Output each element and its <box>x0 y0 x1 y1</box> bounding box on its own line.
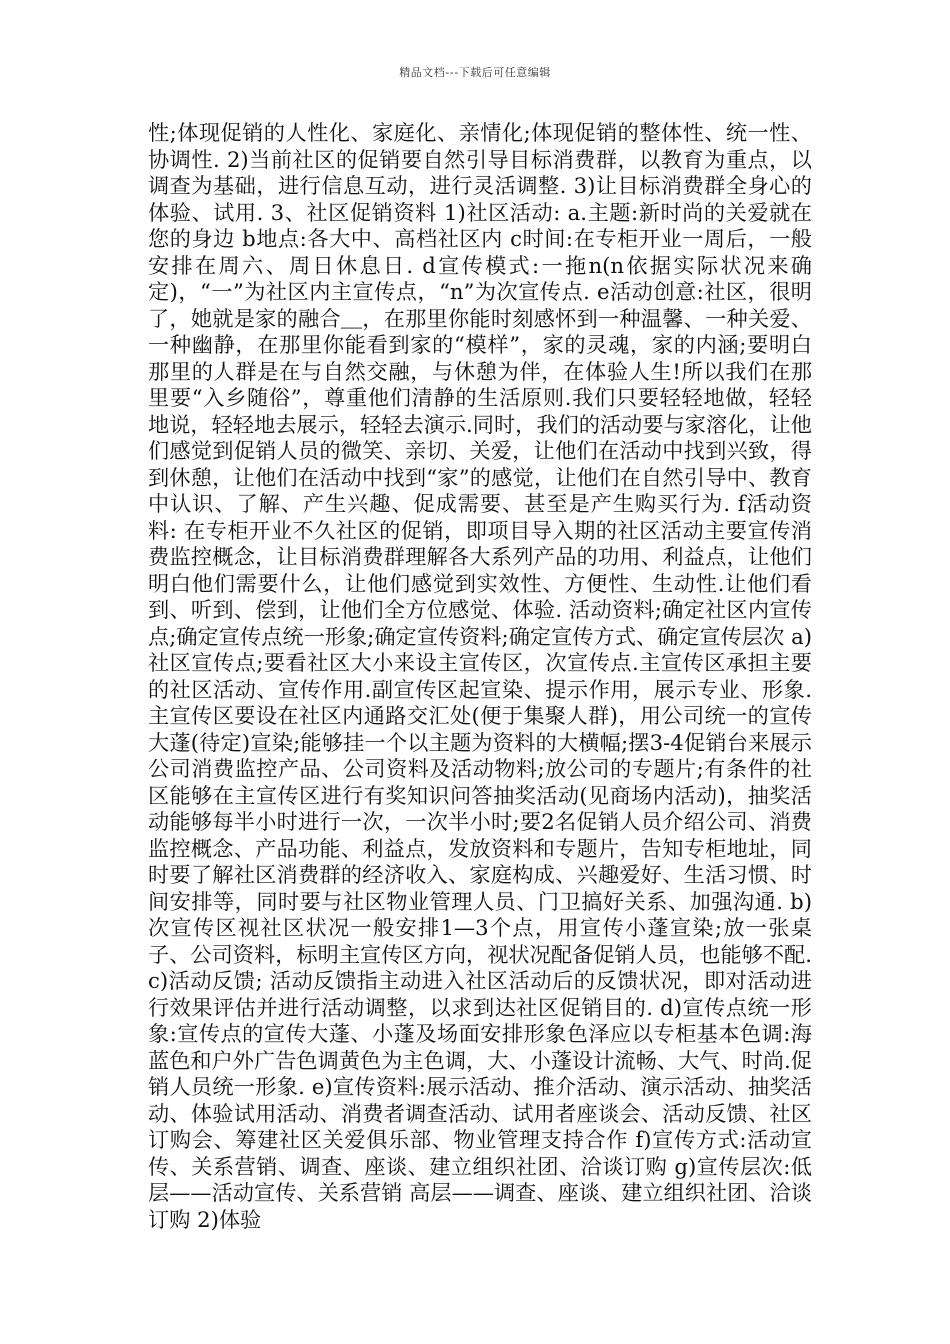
body-paragraph: 性;体现促销的人性化、家庭化、亲情化;体现促销的整体性、统一性、协调性. 2)当前社区的促销要自然引导目标消费群，以教育为重点，以调查为基础，进行信息互动，进行灵活调整. 3)让目标消费群全身心的体验、试用. 3、社区促销资料 1)社区活动: a.主题:新时尚的关爱就在您的身边 b地点:各大中、高档社区内 c时间:在专柜开业一周后，一般安排在周六、周日休息日. d宣传模式:一拖n(n依据实际状况来确定)，“一”为社区内主宣传点，“n”为次宣传点. e活动创意:社区，很明了，她就是家的融合＿，在那里你能时刻感怀到一种温馨、一种关爱、一种幽静，在那里你能看到家的“模样”，家的灵魂，家的内涵;要明白那里的人群是在与自然交融，与休憩为伴，在体验人生!所以我们在那里要“入乡随俗”，尊重他们清静的生活原则.我们只要轻轻地做，轻轻地说，轻轻地去展示，轻轻去演示.同时，我们的活动要与家溶化，让他们感觉到促销人员的微笑、亲切、关爱，让他们在活动中找到兴致，得到休憩，让他们在活动中找到“家”的感觉，让他们在自然引导中、教育中认识、了解、产生兴趣、促成需要、甚至是产生购买行为. f活动资料: 在专柜开业不久社区的促销，即项目导入期的社区活动主要宣传消费监控概念，让目标消费群理解各大系列产品的功用、利益点，让他们明白他们需要什么，让他们感觉到实效性、方便性、生动性.让他们看到、听到、偿到，让他们全方位感觉、体验. 活动资料;确定社区内宣传点;确定宣传点统一形象;确定宣传资料;确定宣传方式、确定宣传层次 a)社区宣传点;要看社区大小来设主宣传区，次宣传点.主宣传区承担主要的社区活动、宣传作用.副宣传区起宣染、提示作用，展示专业、形象.主宣传区要设在社区内通路交汇处(便于集聚人群)，用公司统一的宣传大蓬(待定)宣染;能够挂一个以主题为资料的大横幅;摆3-4促销台来展示公司消费监控产品、公司资料及活动物料;放公司的专题片;有条件的社区能够在主宣传区进行有奖知识问答抽奖活动(见商场内活动)，抽奖活动能够每半小时进行一次，一次半小时;要2名促销人员介绍公司、消费监控概念、产品功能、利益点，发放资料和专题片，告知专柜地址，同时要了解社区消费群的经济收入、家庭构成、兴趣爱好、生活习惯、时间安排等，同时要与社区物业管理人员、门卫搞好关系、加强沟通. b)次宣传区视社区状况一般安排1—3个点，用宣传小蓬宣染;放一张桌子、公司资料，标明主宣传区方向，视状况配备促销人员，也能够不配. c)活动反馈; 活动反馈指主动进入社区活动后的反馈状况，即对活动进行效果评估并进行活动调整，以求到达社区促销目的. d)宣传点统一形象:宣传点的宣传大蓬、小蓬及场面安排形象色泽应以专柜基本色调:海蓝色和户外广告色调黄色为主色调，大、小蓬设计流畅、大气、时尚.促销人员统一形象. e)宣传资料:展示活动、推介活动、演示活动、抽奖活动、体验试用活动、消费者调查活动、试用者座谈会、活动反馈、社区订购会、筹建社区关爱俱乐部、物业管理支持合作 f)宣传方式:活动宣传、关系营销、调查、座谈、建立组织社团、洽谈订购 g)宣传层次:低层——活动宣传、关系营销 高层——调查、座谈、建立组织社团、洽谈订购 2)体验 <box>148 120 812 1232</box>
page-header: 精品文档---下载后可任意编辑 <box>399 66 551 79</box>
